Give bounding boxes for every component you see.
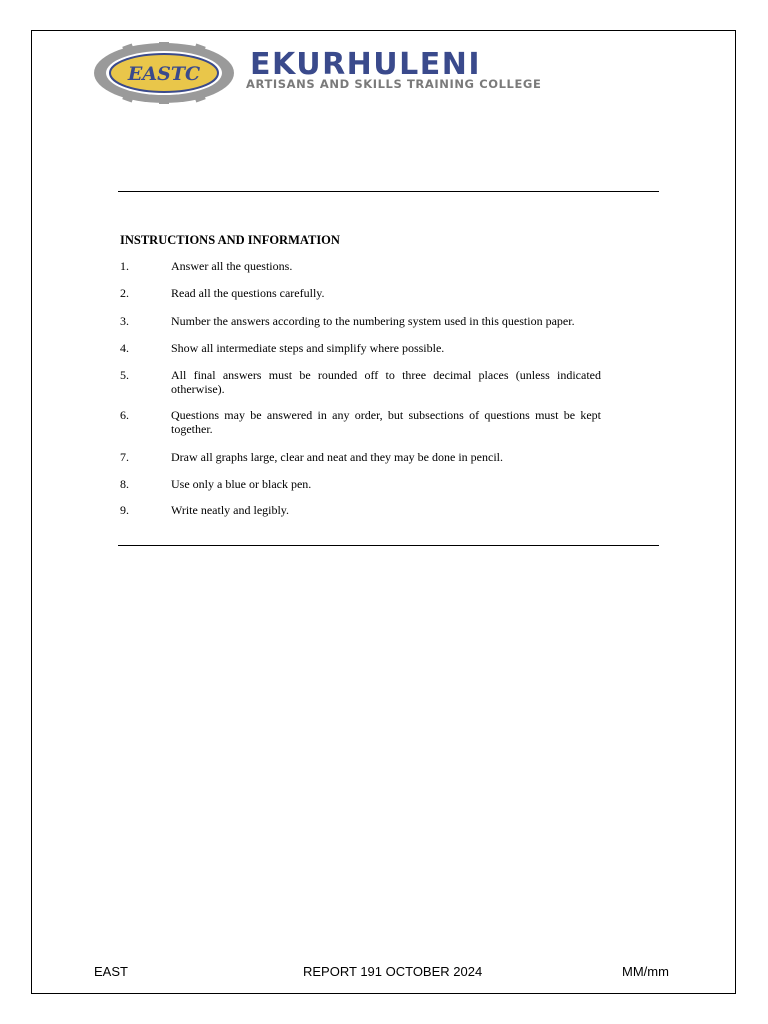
logo-lettering: EASTC xyxy=(127,63,201,85)
instruction-number: 3. xyxy=(120,314,129,328)
instruction-number: 7. xyxy=(120,450,129,464)
instruction-text: Number the answers according to the numbering system used in this question paper. xyxy=(171,314,575,328)
footer-region: EAST xyxy=(94,964,128,979)
instruction-number: 9. xyxy=(120,503,129,517)
instruction-text: Use only a blue or black pen. xyxy=(171,477,312,491)
college-logo xyxy=(93,42,235,104)
instruction-text: Answer all the questions. xyxy=(171,259,293,273)
college-subtitle: ARTISANS AND SKILLS TRAINING COLLEGE xyxy=(246,77,542,91)
instruction-number: 1. xyxy=(120,259,129,273)
instruction-text: Show all intermediate steps and simplify where possible. xyxy=(171,341,445,355)
instruction-number: 8. xyxy=(120,477,129,491)
instruction-text: Questions may be answered in any order, but subsections of questions must be kept together. xyxy=(171,408,601,436)
instruction-number: 6. xyxy=(120,408,129,422)
instruction-text: Read all the questions carefully. xyxy=(171,286,325,300)
instruction-number: 2. xyxy=(120,286,129,300)
college-name: EKURHULENI xyxy=(250,47,482,82)
instruction-text: Draw all graphs large, clear and neat and they may be done in pencil. xyxy=(171,450,503,464)
footer-report-date: REPORT 191 OCTOBER 2024 xyxy=(303,964,483,979)
instruction-text: All final answers must be rounded off to three decimal places (unless indicated otherwise). xyxy=(171,368,601,396)
instruction-number: 5. xyxy=(120,368,129,382)
instruction-text: Write neatly and legibly. xyxy=(171,503,290,517)
top-divider xyxy=(118,191,659,192)
instruction-number: 4. xyxy=(120,341,129,355)
footer-initials: MM/mm xyxy=(622,964,669,979)
instructions-heading: INSTRUCTIONS AND INFORMATION xyxy=(120,233,340,247)
bottom-divider xyxy=(118,545,659,546)
